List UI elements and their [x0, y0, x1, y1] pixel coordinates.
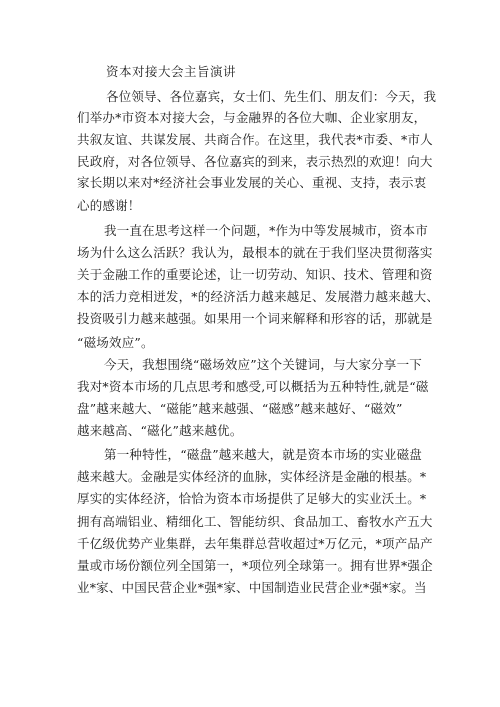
para2-line5: 投资吸引力越来越强。如果用一个词来解释和形容的话，那就是: [77, 311, 433, 326]
para4-line3: 厚实的实体经济，恰恰为资本市场提供了足够大的实业沃土。*: [77, 491, 427, 506]
para4-line5: 千亿级优势产业集群，去年集群总营收超过*万亿元，*项产品产: [77, 536, 433, 551]
para1-line3: 共叙友谊、共谋发展、共商合作。在这里，我代表*市委、*市人: [77, 132, 433, 147]
para3-line1: 今天，我想围绕“磁场效应”这个关键词，与大家分享一下: [104, 357, 422, 372]
para4-line7: 业*家、中国民营企业*强*家、中国制造业民营企业*强*家。当: [77, 580, 427, 595]
para1-line2: 们举办*市资本对接大会，与金融界的各位大咖、企业家朋友，: [77, 110, 427, 125]
para1-line6: 心的感谢！: [77, 198, 141, 213]
para1-line1: 各位领导、各位嘉宾，女士们、先生们、朋友们：今天，我: [106, 89, 437, 104]
para3-line2: 我对*资本市场的几点思考和感受,可以概括为五种特性,就是“磁: [77, 379, 429, 394]
speech-title: 资本对接大会主旨演讲: [106, 64, 237, 79]
para3-line3: 盘”越来越大、“磁能”越来越强、“磁感”越来越好、“磁效”: [77, 401, 403, 416]
para1-line4: 民政府，对各位领导、各位嘉宾的到来，表示热烈的欢迎！向大: [77, 154, 433, 169]
para2-line1: 我一直在思考这样一个问题，*作为中等发展城市，资本市: [104, 223, 428, 238]
para2-line2: 场为什么这么活跃？我认为，最根本的就在于我们坚决贯彻落实: [77, 245, 433, 260]
para1-line5: 家长期以来对*经济社会事业发展的关心、重视、支持，表示衷: [77, 175, 427, 190]
para4-line6: 量或市场份额位列全国第一，*项位列全球第一。拥有世界*强企: [77, 558, 433, 573]
para4-line4: 拥有高端铝业、精细化工、智能纺织、食品加工、畜牧水产五大: [77, 514, 433, 529]
para3-line4: 越来越高、“磁化”越来越优。: [77, 423, 243, 438]
para4-line1: 第一种特性，“磁盘”越来越大，就是资本市场的实业磁盘: [104, 447, 422, 462]
para2-line6: “磁场效应”。: [77, 335, 154, 350]
para2-line4: 本的活力竞相迸发，*的经济活力越来越足、发展潜力越来越大、: [77, 289, 440, 304]
para2-line3: 关于金融工作的重要论述，让一切劳动、知识、技术、管理和资: [77, 267, 433, 282]
para4-line2: 越来越大。金融是实体经济的血脉，实体经济是金融的根基。*: [77, 469, 427, 484]
